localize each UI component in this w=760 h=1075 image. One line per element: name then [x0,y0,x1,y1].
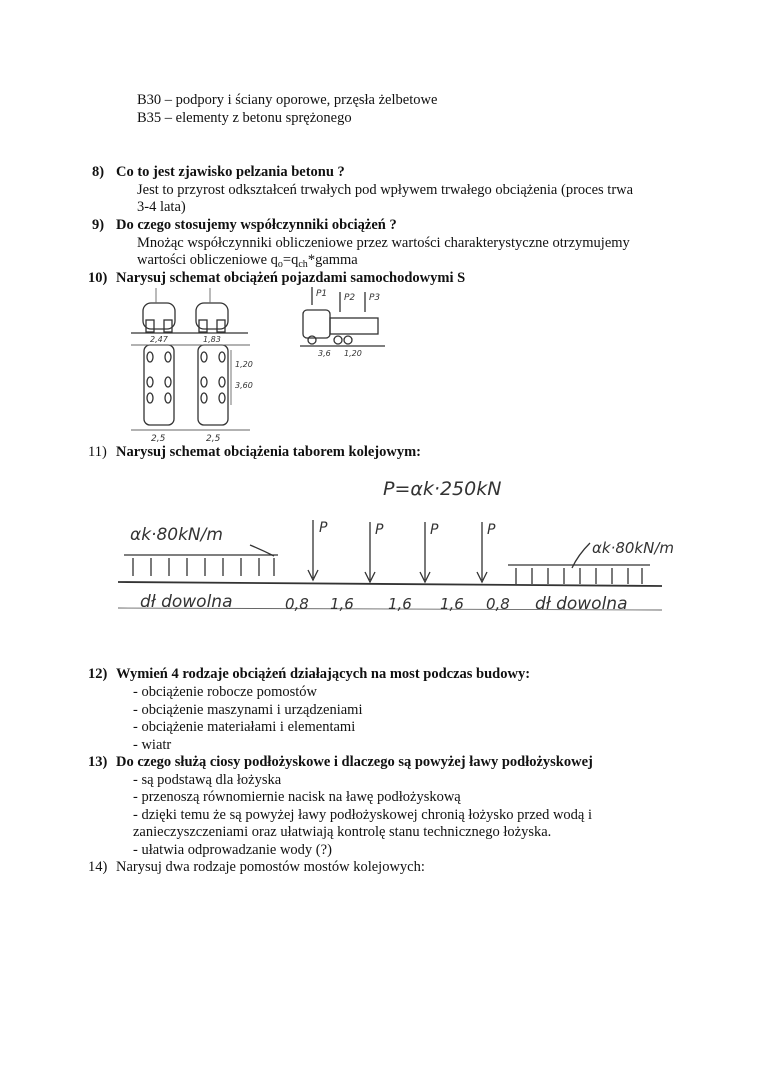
answer-line: Jest to przyrost odkształceń trwałych pod wpływem trwałego obciążenia (proces trwa [137,182,634,198]
p-formula: P=αk·250kN [383,478,502,500]
answer-line: Mnożąc współczynniki obliczeniowe przez wartości charakterystyczne otrzymujemy [137,235,630,251]
dim-label: 1,20 [344,349,362,358]
force-label: P [430,522,439,538]
text-line-b35: B35 – elementy z betonu sprężonego [137,110,352,126]
question-title: Co to jest zjawisko pelzania betonu ? [116,164,345,180]
list-item: - są podstawą dla łożyska [133,772,282,788]
q-right-label: αk·80kN/m [592,539,675,557]
list-item: - obciążenie maszynami i urządzeniami [133,702,363,718]
question-title: Narysuj schemat obciążenia taborem kolejowym: [116,444,421,460]
list-item: - obciążenie robocze pomostów [133,684,317,700]
question-title: Narysuj dwa rodzaje pomostów mostów kolejowych: [116,859,425,875]
question-title: Narysuj schemat obciążeń pojazdami samochodowymi S [116,270,466,286]
load-label: P3 [369,293,381,303]
question-title: Wymień 4 rodzaje obciążeń działających na most podczas budowy: [116,666,531,682]
dim-right: dł dowolna [535,594,628,614]
force-arrow-4 [477,522,487,582]
list-item: - wiatr [133,737,172,753]
answer-line: 3-4 lata) [137,199,186,215]
load-label: P1 [316,289,328,299]
dim-label: 1,83 [203,335,221,344]
text-line-b30: B30 – podpory i ściany oporowe, przęsła żelbetowe [137,92,438,108]
dim-label: 3,6 [318,349,331,358]
load-label: P2 [344,293,356,303]
distributed-load-left-arrows [133,558,274,576]
dim-label: 2,5 [206,434,221,444]
question-number: 14) [88,859,108,875]
dim-b: 1,6 [330,595,354,613]
question-number: 11) [88,444,107,460]
question-number: 8) [92,164,105,180]
list-item: - obciążenie materiałami i elementami [133,719,356,735]
subscript-ch: ch [298,259,308,270]
list-item: - dzięki temu że są powyżej ławy podłożyskowej chronią łożysko przed wodą i [133,807,593,823]
dim-left: dł dowolna [140,592,233,612]
list-item: zanieczyszczeniami oraz ułatwiają kontrolę stanu technicznego łożyska. [133,824,552,840]
question-12 [88,665,530,683]
formula-text: wartości obliczeniowe q [137,252,278,268]
dim-label: 2,5 [151,434,166,444]
question-number: 9) [92,217,105,233]
subscript-o: o [277,259,283,270]
force-label: P [487,522,496,538]
force-arrow-3 [420,522,430,582]
question-14 [88,858,425,876]
q-left-label: αk·80kN/m [130,525,223,545]
dim-label: 3,60 [235,381,253,390]
force-arrow-2 [365,522,375,582]
distributed-load-right-arrows [516,568,642,584]
dim-a: 0,8 [285,595,309,613]
force-label: P [375,522,384,538]
formula-text: *gamma [307,252,358,268]
dim-e: 0,8 [486,595,510,613]
force-arrow-1 [308,520,318,580]
dim-c: 1,6 [388,595,412,613]
dim-label: 2,47 [150,335,168,344]
dim-d: 1,6 [440,595,464,613]
list-item: - ułatwia odprowadzanie wody (?) [133,842,332,858]
formula-text: =q [282,252,299,268]
force-label: P [319,520,328,536]
question-13 [88,753,593,771]
question-title: Do czego służą ciosy podłożyskowe i dlaczego są powyżej ławy podłożyskowej [116,754,593,770]
dim-label: 1,20 [235,360,253,369]
question-title: Do czego stosujemy współczynniki obciążeń ? [116,217,397,233]
question-number: 12) [88,666,108,682]
question-number: 10) [88,270,108,286]
leader-line [572,543,590,568]
question-number: 13) [88,754,108,770]
list-item: - przenoszą równomiernie nacisk na ławę podłożyskową [133,789,461,805]
